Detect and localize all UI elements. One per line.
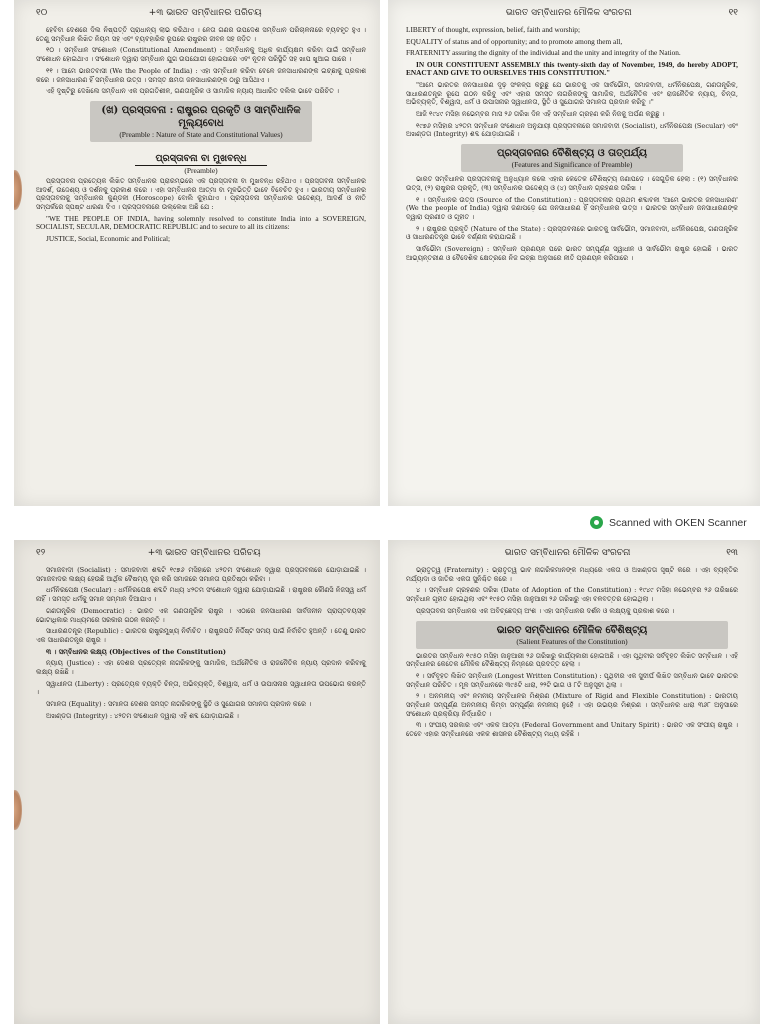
paragraph: ହେବିବା ଦେଶରେ ଦିଲ ନିଷ୍ପତ୍ତି ପ୍ରାଧାନ୍ୟ ଲାଭ କରିଥାଏ । ନେତା ଗଣର ଉପଦେଶ ସମ୍ବିଧାନ ପରିଚାଳନାରେ ବ୍ୟବହୃତ ହୁଏ । ତେଣୁ ସମ୍ବିଧାନ ଲିଖିତ ନିୟମ ସହ ଏବଂ ବ୍ୟବହାରିକ ରୂପରେ ରାଷ୍ଟ୍ରର ଜୀବନ ସହ ଜଡ଼ିତ । xyxy=(36,26,366,43)
section-heading-band xyxy=(416,621,728,649)
running-header xyxy=(36,548,366,562)
paragraph: ୧ । ସର୍ବବୃହତ ଲିଖିତ ସମ୍ବିଧାନ (Longest Written Constitution) : ପୃଥିବୀର ଏକ ସୁଦୀର୍ଘ ଲିଖିତ ସମ୍ବିଧାନ ଭାବେ ଭାରତର ସମ୍ବିଧାନ ପରିଚିତ । ମୂଳ ସମ୍ବିଧାନରେ ୩୯୫ଟି ଧାରା, ୨୨ଟି ଭାଗ ଓ ୮ଟି ଅନୁସୂଚୀ ଥିଲା । xyxy=(406,671,738,689)
section-heading: ପ୍ରସ୍ତାବନାର ବୈଶିଷ୍ଟ୍ୟ ଓ ତାତ୍ପର୍ଯ୍ୟ xyxy=(496,148,648,160)
section-heading-band xyxy=(90,101,312,142)
running-header xyxy=(406,8,738,22)
preamble-line: FRATERNITY assuring the dignity of the individual and the unity and integrity of the Nation. xyxy=(406,48,681,58)
paragraph: ସମାଜବାଦୀ (Socialist) : ସମାଜବାଦୀ ଶବ୍ଦଟି ୧୯୭୬ ମସିହାରେ ୪୨ତମ ସଂଶୋଧନ ଦ୍ୱାରା ପ୍ରସ୍ତାବନାରେ ଯୋଡ଼ାଯାଇଛି । ସମାଜବାଦର ଲକ୍ଷ୍ୟ ହେଉଛି ଆର୍ଥିକ ବୈଷମ୍ୟ ଦୂର କରି ସମାଜରେ ସମାନତା ପ୍ରତିଷ୍ଠା କରିବା । xyxy=(36,566,366,583)
page-number: ୧୩ xyxy=(726,548,738,558)
paragraph: ୧୧ । ଆମେ ଭାରତବାସୀ (We the People of India) : ଏହା ସମ୍ବିଧାନ କରିବା ବେଳେ ଜନସାଧାରଣଙ୍କ ଇଚ୍ଛାକୁ ପ୍ରକାଶ କରେ । ଜନସାଧାରଣ ହିଁ ସମ୍ବିଧାନର ଉତ୍ସ । ସମସ୍ତ କ୍ଷମତା ଜନସାଧାରଣଙ୍କ ଠାରୁ ଆସିଥାଏ । xyxy=(36,66,366,84)
paragraph: ସାଧାରଣତନ୍ତ୍ର (Republic) : ଭାରତର ରାଷ୍ଟ୍ରମୁଖ୍ୟ ନିର୍ବାଚିତ । ରାଷ୍ଟ୍ରପତି ନିର୍ଦ୍ଦିଷ୍ଟ ସମୟ ପାଇଁ ନିର୍ବାଚିତ ହୁଅନ୍ତି । ତେଣୁ ଭାରତ ଏକ ସାଧାରଣତନ୍ତ୍ର ରାଷ୍ଟ୍ର । xyxy=(36,627,366,644)
page-top-right xyxy=(388,0,760,506)
paragraph-heading: ୩ । ସମ୍ବିଧାନର ଲକ୍ଷ୍ୟ (Objectives of the Constitution) xyxy=(46,647,226,656)
thumb-shadow xyxy=(14,790,22,830)
subheading: ପ୍ରସ୍ତାବନା ବା ମୁଖବନ୍ଧ xyxy=(135,153,266,166)
paragraph: ଏହି ଦୃଷ୍ଟିରୁ ଦେଖିଲେ ସମ୍ବିଧାନ ଏକ ପ୍ରଗତିଶୀଳ, ଗଣତାନ୍ତ୍ରିକ ଓ ସାମାଜିକ ନ୍ୟାୟ ଆଧାରିତ ଦଲିଲ ଭାବେ ପରିଚିତ । xyxy=(46,87,339,96)
paragraph: ୩ । ସଂଘୀୟ ସରକାର ଏବଂ ଏକକ ଆତ୍ମା (Federal Government and Unitary Spirit) : ଭାରତ ଏକ ସଂଘୀୟ ରାଷ୍ଟ୍ର । ତେବେ ଏହାର ସମ୍ବିଧାନରେ ଏକକ ଶାସନର ବୈଶିଷ୍ଟ୍ୟ ମଧ୍ୟ ରହିଛି । xyxy=(406,721,738,739)
paragraph: ସ୍ୱାଧୀନତା (Liberty) : ପ୍ରତ୍ୟେକ ବ୍ୟକ୍ତି ଚିନ୍ତା, ଅଭିବ୍ୟକ୍ତି, ବିଶ୍ୱାସ, ଧର୍ମ ଓ ଉପାସନାର ସ୍ୱାଧୀନତା ଉପଭୋଗ କରନ୍ତି । xyxy=(36,679,366,697)
paragraph: ଭ୍ରାତୃତ୍ୱ (Fraternity) : ଭ୍ରାତୃତ୍ୱ ଭାବ ନାଗରିକମାନଙ୍କ ମଧ୍ୟରେ ଏକତା ଓ ଅଖଣ୍ଡତା ସୃଷ୍ଟି କରେ । ଏହା ବ୍ୟକ୍ତିର ମର୍ଯ୍ୟାଦା ଓ ଜାତିର ଏକତା ସୁନିଶ୍ଚିତ କରେ । xyxy=(406,566,738,583)
page-bottom-right xyxy=(388,540,760,1024)
preamble-english: "WE THE PEOPLE OF INDIA, having solemnly resolved to constitute India into a SOVEREIGN, SOCIALIST, SECULAR, DEMOCRATIC REPUBLIC and to secure to all its citizens: xyxy=(36,213,366,232)
scanner-watermark xyxy=(590,516,747,529)
paragraph: ଆଜି ୧୯୪୯ ମସିହା ନଭେମ୍ବର ମାସ ୨୬ ତାରିଖ ଦିନ ଏହି ସମ୍ବିଧାନ ଗ୍ରହଣ କରି ନିଜକୁ ଅର୍ପଣ କରୁଛୁ । xyxy=(416,110,665,119)
preamble-line: EQUALITY of status and of opportunity; and to promote among them all, xyxy=(406,36,623,46)
page-top-left xyxy=(14,0,380,506)
section-heading-english: (Preamble : Nature of State and Constitutional Values) xyxy=(119,129,283,139)
running-head-title: ଭାରତ ସମ୍ବିଧାନର ମୌଳିକ ସଂରଚନା xyxy=(504,548,631,558)
paragraph: ଭାରତର ସମ୍ବିଧାନ ୧୯୫୦ ମସିହା ଜାନୁଆରୀ ୨୬ ତାରିଖରୁ କାର୍ଯ୍ୟକାରୀ ହୋଇଅଛି । ଏହା ପୃଥିବୀର ସର୍ବବୃହତ ଲିଖିତ ସମ୍ବିଧାନ । ଏହି ସମ୍ବିଧାନର କେତେକ ମୌଳିକ ବୈଶିଷ୍ଟ୍ୟ ନିମ୍ନରେ ପ୍ରଦତ୍ତ ହେଲା । xyxy=(406,651,738,669)
paragraph: ଗଣତାନ୍ତ୍ରିକ (Democratic) : ଭାରତ ଏକ ଗଣତାନ୍ତ୍ରିକ ରାଷ୍ଟ୍ର । ଏଠାରେ ଜନସାଧାରଣ ସାର୍ବଜନୀନ ପ୍ରାପ୍ତବୟସ୍କ ଭୋଟାଧିକାର ମାଧ୍ୟମରେ ସରକାର ଗଠନ କରନ୍ତି । xyxy=(36,606,366,624)
section-heading-band xyxy=(461,144,683,172)
page-number: ୧୧ xyxy=(728,8,738,18)
page-number: ୧୦ xyxy=(36,8,48,18)
paragraph: ପ୍ରସ୍ତାବନା ପ୍ରତ୍ୟେକ ଲିଖିତ ସମ୍ବିଧାନର ପ୍ରାରମ୍ଭରେ ଏକ ପ୍ରସ୍ତାବନା ବା ମୁଖବନ୍ଧ ରହିଥାଏ । ପ୍ରସ୍ତାବନା ସମ୍ବିଧାନର ଆଦର୍ଶ, ଉଦ୍ଦେଶ୍ୟ ଓ ଦର୍ଶନକୁ ପ୍ରକାଶ କରେ । ଏହା ସମ୍ବିଧାନର ଆତ୍ମା ବା ମୂଳଭିତ୍ତି ଭାବେ ବିବେଚିତ ହୁଏ । ଭାରତୀୟ ସମ୍ବିଧାନର ପ୍ରସ୍ତାବନାକୁ ସମ୍ବିଧାନର କୁଣ୍ଡଳୀ (Horoscope) ବୋଲି କୁହାଯାଏ । ପ୍ରସ୍ତାବନା ସମ୍ବିଧାନର ଉଦ୍ଦେଶ୍ୟ, ଆଦର୍ଶ ଓ ନୀତି ସମ୍ପର୍କରେ ସ୍ପଷ୍ଟ ଧାରଣା ଦିଏ । ପ୍ରସ୍ତାବନାରେ ଉଲ୍ଲେଖ ଅଛି ଯେ : xyxy=(36,176,366,212)
running-head-title: +୩ ଭାରତ ସମ୍ବିଧାନର ପରିଚୟ xyxy=(147,548,261,558)
paragraph: ୨ । ରାଷ୍ଟ୍ରର ପ୍ରକୃତି (Nature of the State) : ପ୍ରସ୍ତାବନାରେ ଭାରତକୁ ସାର୍ବଭୌମ, ସମାଜବାଦୀ, ଧର୍ମନିରପେକ୍ଷ, ଗଣତାନ୍ତ୍ରିକ ଓ ସାଧାରଣତନ୍ତ୍ର ଭାବେ ବର୍ଣ୍ଣନା କରାଯାଇଛି । xyxy=(406,224,738,242)
subheading-english: (Preamble) xyxy=(184,165,218,175)
paragraph: ପ୍ରସ୍ତାବନା ସମ୍ବିଧାନର ଏକ ଅବିଚ୍ଛେଦ୍ୟ ଅଂଶ । ଏହା ସମ୍ବିଧାନର ଦର୍ଶନ ଓ ଲକ୍ଷ୍ୟକୁ ପ୍ରକାଶ କରେ । xyxy=(416,606,675,615)
running-head-title: ଭାରତ ସମ୍ବିଧାନର ମୌଳିକ ସଂରଚନା xyxy=(505,8,632,18)
paragraph: ୨ । ଅନମନୀୟ ଏବଂ ନମନୀୟ ସମ୍ବିଧାନର ମିଶ୍ରଣ (Mixture of Rigid and Flexible Constitution) : ଭାରତୀୟ ସମ୍ବିଧାନ ସମ୍ପୂର୍ଣ୍ଣ ଅନମନୀୟ କିମ୍ବା ସମ୍ପୂର୍ଣ୍ଣ ନମନୀୟ ନୁହେଁ । ଏହା ଉଭୟର ମିଶ୍ରଣ । ସମ୍ବିଧାନର ଧାରା ୩୬୮ ଅନୁସାରେ ସଂଶୋଧନ ପ୍ରକ୍ରିୟା ନିର୍ଦ୍ଧାରିତ । xyxy=(406,692,738,718)
paragraph: ୪ । ସମ୍ବିଧାନ ଗ୍ରହଣର ତାରିଖ (Date of Adoption of the Constitution) : ୧୯୪୯ ମସିହା ନଭେମ୍ବର ୨୬ ତାରିଖରେ ସମ୍ବିଧାନ ଗୃହୀତ ହୋଇଥିଲା ଏବଂ ୧୯୫୦ ମସିହା ଜାନୁଆରୀ ୨୬ ତାରିଖରୁ ଏହା ବଳବତ୍ତର ହୋଇଥିଲା । xyxy=(406,586,738,604)
paragraph: ଅଖଣ୍ଡତା (Integrity) : ୪୨ତମ ସଂଶୋଧନ ଦ୍ୱାରା ଏହି ଶବ୍ଦ ଯୋଡ଼ାଯାଇଛି । xyxy=(46,711,239,720)
page-number: ୧୨ xyxy=(36,548,46,558)
section-heading: ଭାରତ ସମ୍ବିଧାନର ମୌଳିକ ବୈଶିଷ୍ଟ୍ୟ xyxy=(496,624,648,636)
preamble-line: IN OUR CONSTITUENT ASSEMBLY this twenty-sixth day of November, 1949, do hereby ADOPT, ENACT AND GIVE TO OURSELVES THIS CONSTITUTION." xyxy=(406,59,738,78)
subheading-block xyxy=(36,146,366,175)
oken-scanner-logo-icon xyxy=(590,516,603,529)
paragraph: ନ୍ୟାୟ (Justice) : ଏହା ଦେଶର ପ୍ରତ୍ୟେକ ନାଗରିକଙ୍କୁ ସାମାଜିକ, ଅର୍ଥନୈତିକ ଓ ରାଜନୈତିକ ନ୍ୟାୟ ପ୍ରଦାନ କରିବାକୁ ଲକ୍ଷ୍ୟ ରଖିଛି । xyxy=(36,659,366,677)
paragraph: ସାର୍ବଭୌମ (Sovereign) : ସମ୍ବିଧାନ ପ୍ରଣୟନ ପରେ ଭାରତ ସମ୍ପୂର୍ଣ୍ଣ ସ୍ୱାଧୀନ ଓ ସାର୍ବଭୌମ ରାଷ୍ଟ୍ର ହୋଇଛି । ଭାରତ ଆଭ୍ୟନ୍ତରୀଣ ଓ ବୈଦେଶିକ କ୍ଷେତ୍ରରେ ନିଜ ଇଚ୍ଛା ଅନୁସାରେ ନୀତି ପ୍ରଣୟନ କରିପାରେ । xyxy=(406,245,738,262)
paragraph: ସମାନତା (Equality) : ସମାନତା ଦେଶର ସମସ୍ତ ନାଗରିକଙ୍କୁ ସ୍ଥିତି ଓ ସୁଯୋଗର ସମାନତା ପ୍ରଦାନ କରେ । xyxy=(46,700,312,709)
paragraph: ୧୦ । ସମ୍ବିଧାନ ସଂଶୋଧନ (Constitutional Amendment) : ସମ୍ବିଧାନକୁ ଅଧିକ କାର୍ଯ୍ୟକ୍ଷମ କରିବା ପାଇଁ ସମ୍ବିଧାନ ସଂଶୋଧନ ହୋଇଥାଏ । ସଂଶୋଧନ ଦ୍ୱାରା ସମ୍ବିଧାନ ଯୁଗ ଉପଯୋଗୀ ହୋଇପାରେ ଏବଂ ନୂତନ ପରିସ୍ଥିତି ସହ ଖାପ ଖୁଆଇ ପାରେ । xyxy=(36,46,366,64)
paragraph: "ଆମେ ଭାରତର ଜନସାଧାରଣ ଦୃଢ଼ ସଂକଳ୍ପ କରୁଛୁ ଯେ ଭାରତକୁ ଏକ ସାର୍ବଭୌମ, ସମାଜବାଦୀ, ଧର୍ମନିରପେକ୍ଷ, ଗଣତାନ୍ତ୍ରିକ, ସାଧାରଣତନ୍ତ୍ର ରୂପେ ଗଠନ କରିବୁ ଏବଂ ଏହାର ସମସ୍ତ ନାଗରିକଙ୍କୁ ସାମାଜିକ, ଅର୍ଥନୈତିକ ଏବଂ ରାଜନୈତିକ ନ୍ୟାୟ, ଚିନ୍ତା, ଅଭିବ୍ୟକ୍ତି, ବିଶ୍ୱାସ, ଧର୍ମ ଓ ଉପାସନାର ସ୍ୱାଧୀନତା, ସ୍ଥିତି ଓ ସୁଯୋଗର ସମାନତା ପ୍ରଦାନ କରିବୁ ।" xyxy=(406,80,738,107)
scanner-text: Scanned with OKEN Scanner xyxy=(609,516,747,529)
paragraph: ୧୯୭୬ ମସିହାର ୪୨ତମ ସମ୍ବିଧାନ ସଂଶୋଧନ ଅନୁଯାୟୀ ପ୍ରସ୍ତାବନାରେ ସମାଜବାଦୀ (Socialist), ଧର୍ମନିରପେକ୍ଷ (Secular) ଏବଂ ଅଖଣ୍ଡତା (Integrity) ଶବ୍ଦ ଯୋଡ଼ାଯାଇଛି । xyxy=(406,121,738,139)
section-heading-english: (Salient Features of the Constitution) xyxy=(516,636,628,646)
page-bottom-left xyxy=(14,540,380,1024)
preamble-justice: JUSTICE, Social, Economic and Political; xyxy=(46,233,171,243)
running-header xyxy=(36,8,366,22)
section-heading: (ଖ) ପ୍ରସ୍ତାବନା : ରାଷ୍ଟ୍ରର ପ୍ରକୃତି ଓ ସାମ୍ବିଧାନିକ ମୂଲ୍ୟବୋଧ xyxy=(101,104,301,129)
thumb-shadow xyxy=(14,170,22,210)
paragraph: ଧର୍ମନିରପେକ୍ଷ (Secular) : ଧର୍ମନିରପେକ୍ଷ ଶବ୍ଦଟି ମଧ୍ୟ ୪୨ତମ ସଂଶୋଧନ ଦ୍ୱାରା ଯୋଡ଼ାଯାଇଛି । ରାଷ୍ଟ୍ରର କୌଣସି ନିଜସ୍ୱ ଧର୍ମ ନାହିଁ । ସମସ୍ତ ଧର୍ମକୁ ସମାନ ସମ୍ମାନ ଦିଆଯାଏ । xyxy=(36,586,366,604)
paragraph: ୧ । ସମ୍ବିଧାନର ଉତ୍ସ (Source of the Constitution) : ପ୍ରସ୍ତାବନାର ପ୍ରଥମ ଶବ୍ଦାବଳୀ 'ଆମେ ଭାରତର ଜନସାଧାରଣ' (We the people of India) ଦ୍ୱାରା ଜଣାପଡ଼େ ଯେ ଜନସାଧାରଣ ହିଁ ସମ୍ବିଧାନର ଉତ୍ସ । ଭାରତର ସମ୍ବିଧାନ ଜନସାଧାରଣଙ୍କ ଦ୍ୱାରା ପ୍ରଣୀତ ଓ ଗୃହୀତ । xyxy=(406,195,738,221)
running-head-title: +୩ ଭାରତ ସମ୍ବିଧାନର ପରିଚୟ xyxy=(148,8,262,18)
preamble-line: LIBERTY of thought, expression, belief, faith and worship; xyxy=(406,25,580,34)
paragraph: ଭାରତ ସମ୍ବିଧାନର ପ୍ରସ୍ତାବନାକୁ ଅନୁଧ୍ୟାନ କଲେ ଏହାର କେତେକ ବୈଶିଷ୍ଟ୍ୟ ଜଣାପଡ଼େ । ସେଗୁଡ଼ିକ ହେଲା : (୧) ସମ୍ବିଧାନର ଉତ୍ସ, (୨) ରାଷ୍ଟ୍ରର ପ୍ରକୃତି, (୩) ସମ୍ବିଧାନର ଉଦ୍ଦେଶ୍ୟ ଓ (୪) ସମ୍ବିଧାନ ଗ୍ରହଣର ତାରିଖ । xyxy=(406,175,738,192)
running-header xyxy=(406,548,738,562)
section-heading-english: (Features and Significance of Preamble) xyxy=(511,160,633,170)
